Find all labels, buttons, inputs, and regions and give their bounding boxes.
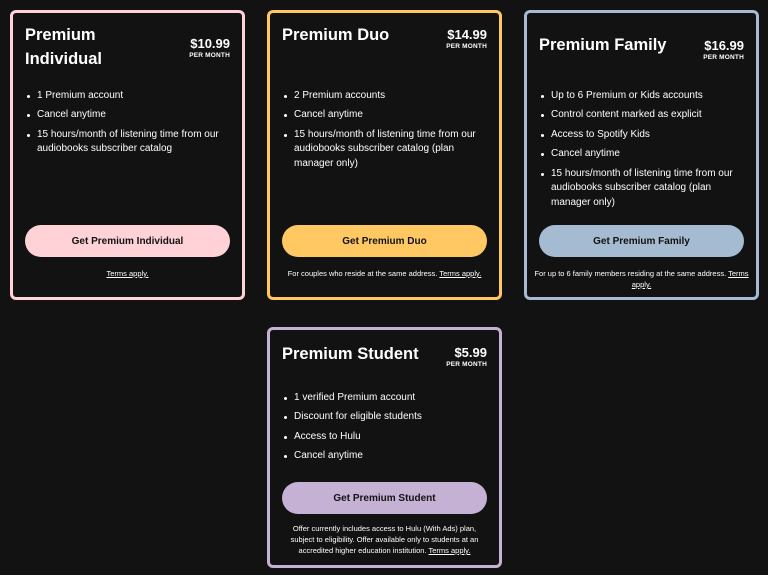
plan-price: $14.99 — [447, 27, 487, 42]
plan-header — [25, 23, 230, 71]
plan-price-block — [703, 38, 744, 63]
plan-card-student — [267, 327, 502, 568]
plan-card-individual — [10, 10, 245, 300]
feature-item: 15 hours/month of listening time from our audiobooks subscriber catalog — [37, 128, 232, 157]
plan-note — [533, 268, 750, 290]
get-premium-duo-button[interactable]: Get Premium Duo — [282, 225, 487, 257]
terms-link[interactable]: Terms apply. — [428, 546, 471, 555]
plan-price: $10.99 — [190, 36, 230, 51]
feature-item: Discount for eligible students — [294, 410, 489, 425]
plan-price-block — [189, 36, 230, 61]
plan-card-family — [524, 10, 759, 300]
terms-link[interactable]: Terms apply. — [439, 269, 482, 278]
feature-item: Cancel anytime — [294, 108, 489, 123]
feature-list — [25, 89, 232, 162]
plan-note-text: Offer currently includes access to Hulu (With Ads) plan, subject to eligibility. Offer available only to students at an accredited higher education institution. — [290, 524, 479, 555]
plan-name: Premium Student — [282, 345, 419, 363]
plan-note-text: For up to 6 family members residing at the same address. — [534, 269, 727, 278]
feature-item: 1 Premium account — [37, 89, 232, 104]
feature-item: 15 hours/month of listening time from our audiobooks subscriber catalog (plan manager only) — [294, 128, 489, 172]
feature-item: Cancel anytime — [551, 147, 746, 162]
plan-period: PER MONTH — [446, 43, 487, 50]
feature-list — [282, 89, 489, 176]
feature-item: Control content marked as explicit — [551, 108, 746, 123]
plan-name — [25, 23, 102, 71]
get-premium-student-button[interactable]: Get Premium Student — [282, 482, 487, 514]
feature-item: 2 Premium accounts — [294, 89, 489, 104]
plan-note — [276, 268, 493, 279]
get-premium-family-button[interactable]: Get Premium Family — [539, 225, 744, 257]
plan-note-text: For couples who reside at the same address. — [287, 269, 438, 278]
feature-list — [539, 89, 746, 215]
plan-name-line2: Individual — [25, 50, 103, 68]
plan-name-line1: Premium — [25, 26, 96, 44]
plan-period: PER MONTH — [446, 361, 487, 368]
feature-list — [282, 391, 489, 469]
plan-note — [280, 523, 489, 556]
feature-item: Cancel anytime — [294, 449, 489, 464]
plan-price-block — [446, 345, 487, 370]
plan-header — [282, 23, 487, 52]
plan-note — [19, 268, 236, 279]
terms-link[interactable]: Terms apply. — [106, 269, 149, 278]
plan-name: Premium Duo — [282, 26, 390, 44]
plan-name: Premium Family — [539, 36, 667, 54]
plan-price: $5.99 — [454, 345, 487, 360]
feature-item: Cancel anytime — [37, 108, 232, 123]
plan-period: PER MONTH — [703, 54, 744, 61]
feature-item: 1 verified Premium account — [294, 391, 489, 406]
feature-item: Up to 6 Premium or Kids accounts — [551, 89, 746, 104]
plan-price: $16.99 — [704, 38, 744, 53]
plan-price-block — [446, 27, 487, 52]
plan-period: PER MONTH — [189, 52, 230, 59]
get-premium-individual-button[interactable]: Get Premium Individual — [25, 225, 230, 257]
plan-header — [282, 340, 487, 370]
plan-card-duo — [267, 10, 502, 300]
terms-link[interactable]: Terms apply. — [631, 269, 749, 289]
feature-item: Access to Hulu — [294, 430, 489, 445]
plan-header — [539, 23, 744, 63]
feature-item: Access to Spotify Kids — [551, 128, 746, 143]
feature-item: 15 hours/month of listening time from our audiobooks subscriber catalog (plan manager only) — [551, 167, 746, 211]
